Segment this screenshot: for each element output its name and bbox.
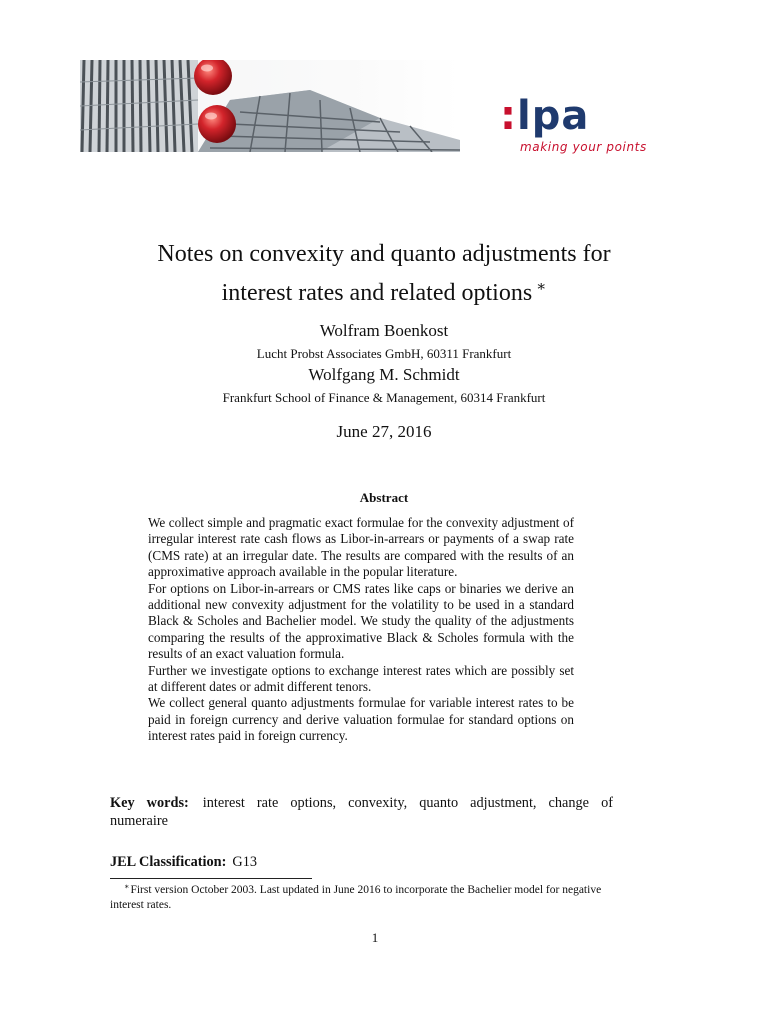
logo-text: lpa xyxy=(517,93,590,139)
paper-title-line-1: Notes on convexity and quanto adjustments for xyxy=(157,241,611,267)
footnote xyxy=(110,880,620,912)
jel-label: JEL Classification: xyxy=(110,854,227,870)
page-number: 1 xyxy=(371,930,379,945)
abstract-paragraph: For options on Libor-in-arrears or CMS rates like caps or binaries we derive an additional new convexity adjustment for the volatility to be used in a standard Black & Scholes and Bachelier model. We study the quality of the adjustments comparing the results of the approximative Black & Scholes formula with the results of an exact valuation formula. xyxy=(148,580,574,662)
author-name-1: Wolfram Boenkost xyxy=(319,321,449,340)
keywords-label: Key words: xyxy=(110,795,189,811)
keywords xyxy=(110,794,613,830)
paper-title-line-2: interest rates and related options xyxy=(221,280,533,306)
author-name-2: Wolfgang M. Schmidt xyxy=(308,365,460,384)
abstract-paragraph: We collect general quanto adjustments formulae for variable interest rates to be paid in foreign currency and derive valuation formulae for standard options on interest rates paid in foreign currency. xyxy=(148,695,574,744)
logo-slogan: making your points xyxy=(520,140,647,154)
logo-wordmark xyxy=(500,94,670,138)
footnote-text: First version October 2003. Last updated in June 2016 to incorporate the Bachelier model for negative interest rates. xyxy=(110,884,602,911)
abstract-heading: Abstract xyxy=(359,490,409,505)
abstract-paragraph: Further we investigate options to exchange interest rates which are possibly set at different dates or admit different tenors. xyxy=(148,662,574,695)
paper-title xyxy=(90,238,678,310)
author-affiliation-1: Lucht Probst Associates GmbH, 60311 Frankfurt xyxy=(256,346,512,361)
paper-date: June 27, 2016 xyxy=(336,422,432,441)
header-banner-image xyxy=(80,60,460,152)
title-footnote-marker: ∗ xyxy=(536,279,547,295)
footnote-rule xyxy=(110,878,312,879)
jel-classification xyxy=(110,854,257,871)
abstract-paragraph: We collect simple and pragmatic exact formulae for the convexity adjustment of irregular interest rate cash flows as Libor-in-arrears or payments of a swap rate (CMS rate) at an irregular date. The results are compared with the results of an approximative approach available in the popular literature. xyxy=(148,515,574,580)
abstract-body xyxy=(148,515,574,745)
building-photo-icon xyxy=(80,60,460,152)
footnote-marker: ∗ xyxy=(124,882,130,891)
lpa-logo xyxy=(500,94,670,158)
jel-value: G13 xyxy=(232,854,257,870)
logo-colon: : xyxy=(500,93,517,139)
keywords-text: interest rate options, convexity, quanto adjustment, change of numeraire xyxy=(110,795,613,829)
author-affiliation-2: Frankfurt School of Finance & Management, 60314 Frankfurt xyxy=(222,390,546,405)
